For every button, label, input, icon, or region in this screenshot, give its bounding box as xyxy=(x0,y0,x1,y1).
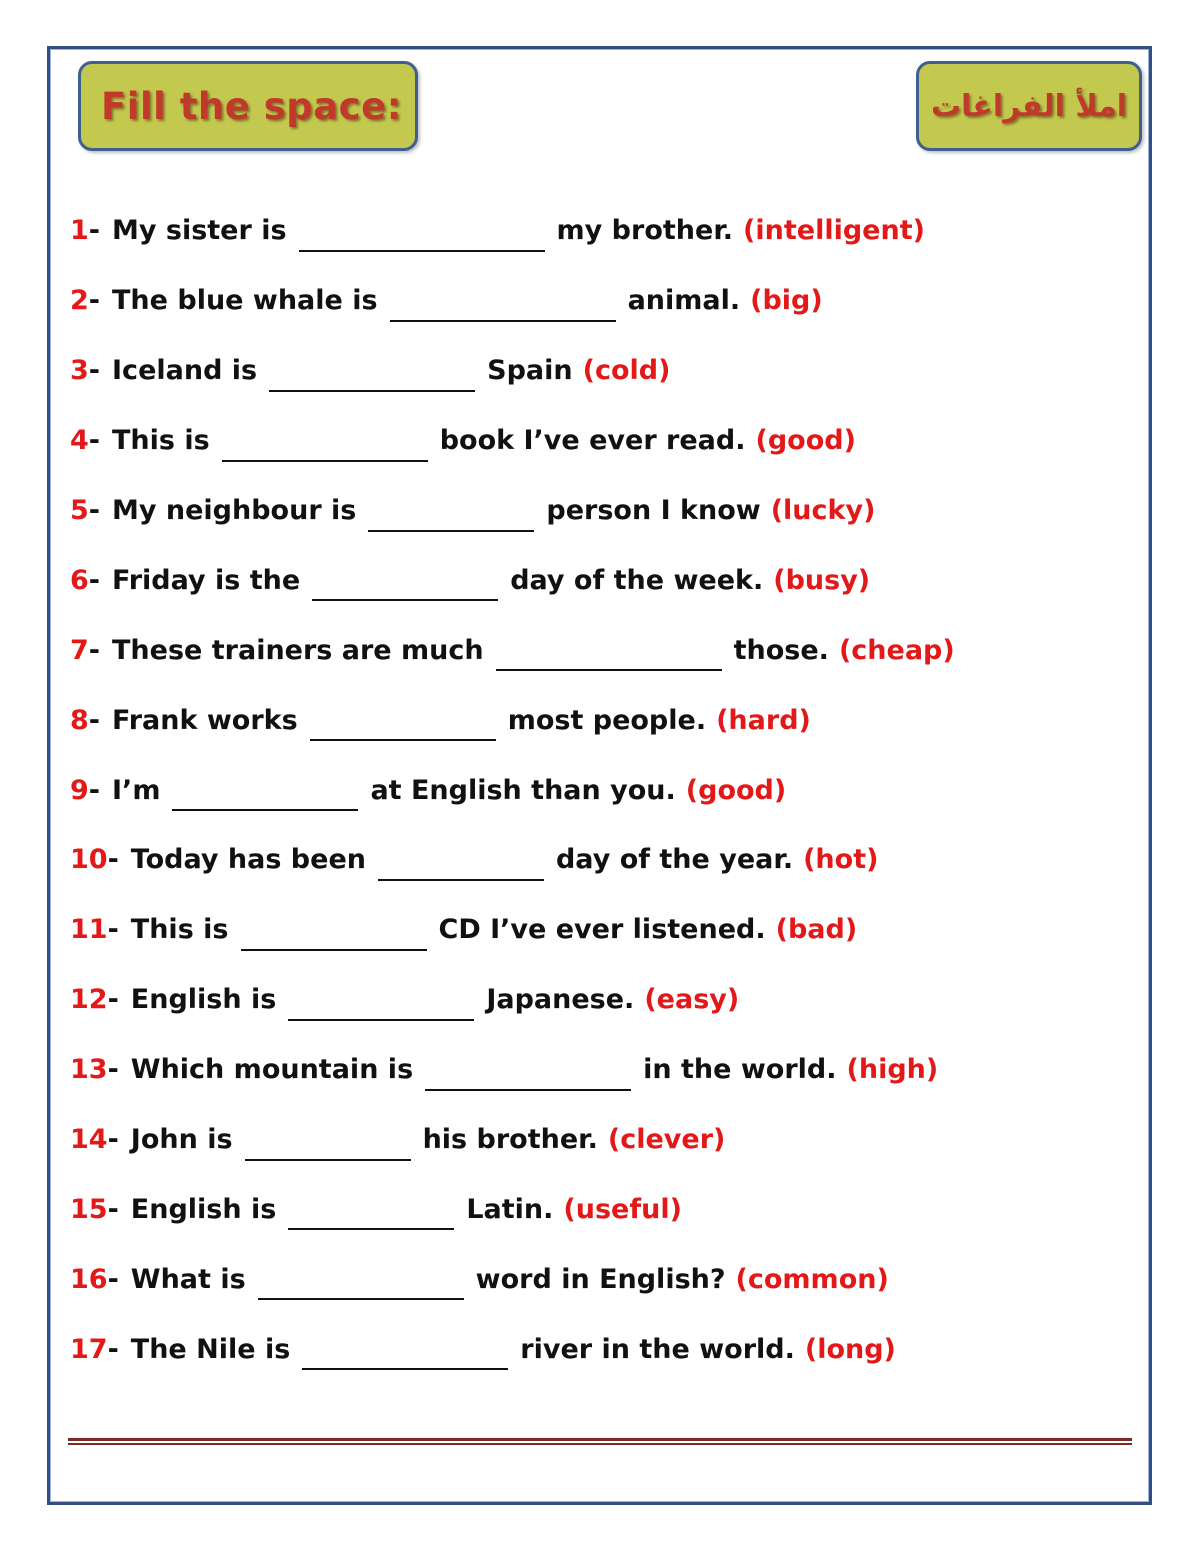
question-dash: - xyxy=(88,704,101,736)
question-text-after: day of the year. xyxy=(555,844,794,876)
question-text-after: word in English? xyxy=(475,1263,726,1295)
question-item xyxy=(70,965,1130,1035)
question-text-after: at English than you. xyxy=(370,774,676,806)
title-english: Fill the space: xyxy=(101,84,403,128)
answer-blank[interactable] xyxy=(302,1340,508,1370)
question-dash: - xyxy=(107,1054,119,1086)
question-hint: (clever) xyxy=(607,1124,726,1156)
answer-blank[interactable] xyxy=(496,641,722,671)
question-dash: - xyxy=(88,285,101,317)
question-number: 13 xyxy=(70,1054,108,1086)
answer-blank[interactable] xyxy=(425,1061,631,1091)
question-text-after: animal. xyxy=(627,285,741,317)
question-text-before: This is xyxy=(130,914,229,946)
question-number: 7 xyxy=(70,634,89,666)
question-item xyxy=(70,266,1130,336)
question-number: 1 xyxy=(70,215,89,247)
title-box-arabic xyxy=(916,61,1142,151)
question-number: 5 xyxy=(70,495,89,526)
answer-blank[interactable] xyxy=(390,292,616,322)
answer-blank[interactable] xyxy=(245,1131,411,1161)
question-number: 4 xyxy=(70,425,89,457)
question-text-after: day of the week. xyxy=(510,564,764,596)
question-item xyxy=(70,1105,1130,1175)
question-text-after: my brother. xyxy=(556,215,734,247)
question-hint: (busy) xyxy=(773,564,871,596)
question-item xyxy=(70,755,1130,825)
question-dash: - xyxy=(88,564,101,596)
question-text-before: This is xyxy=(112,425,210,457)
question-text-after: Latin. xyxy=(466,1193,554,1225)
question-item xyxy=(70,1035,1130,1105)
question-item xyxy=(70,1174,1130,1244)
question-text-before: What is xyxy=(130,1263,246,1295)
question-item xyxy=(70,1244,1130,1314)
question-hint: (hot) xyxy=(803,844,879,876)
question-text-after: those. xyxy=(733,634,829,666)
question-item xyxy=(70,336,1130,406)
question-text-before: I’m xyxy=(112,774,161,806)
answer-blank[interactable] xyxy=(312,571,498,601)
question-item xyxy=(70,825,1130,895)
question-text-before: My neighbour is xyxy=(112,495,357,526)
answer-blank[interactable] xyxy=(378,851,544,881)
answer-blank[interactable] xyxy=(241,921,427,951)
question-text-before: The blue whale is xyxy=(112,285,378,317)
question-item xyxy=(70,545,1130,615)
question-hint: (bad) xyxy=(775,914,858,946)
question-hint: (useful) xyxy=(563,1193,682,1225)
title-box-english xyxy=(78,61,418,151)
question-dash: - xyxy=(88,425,101,457)
question-hint: (easy) xyxy=(644,984,740,1016)
question-number: 6 xyxy=(70,564,89,596)
question-item xyxy=(70,615,1130,685)
answer-blank[interactable] xyxy=(288,991,474,1021)
answer-blank[interactable] xyxy=(299,222,545,252)
question-text-before: John is xyxy=(130,1124,233,1156)
question-number: 12 xyxy=(70,984,108,1016)
question-hint: (cold) xyxy=(582,355,671,387)
question-number: 14 xyxy=(70,1124,108,1156)
question-text-after: CD I’ve ever listened. xyxy=(438,914,766,946)
question-text-before: Frank works xyxy=(112,704,298,736)
answer-blank[interactable] xyxy=(368,502,534,532)
answer-blank[interactable] xyxy=(269,362,475,392)
question-text-before: These trainers are much xyxy=(112,634,484,666)
question-text-after: river in the world. xyxy=(520,1333,795,1365)
question-item xyxy=(70,685,1130,755)
question-number: 9 xyxy=(70,774,89,806)
question-number: 2 xyxy=(70,285,89,317)
question-dash: - xyxy=(88,495,101,526)
answer-blank[interactable] xyxy=(310,711,496,741)
question-item xyxy=(70,196,1130,266)
question-dash: - xyxy=(107,1124,119,1156)
question-item xyxy=(70,476,1130,546)
question-hint: (common) xyxy=(735,1263,889,1295)
question-text-after: Japanese. xyxy=(486,984,635,1016)
question-item xyxy=(70,1314,1130,1384)
question-hint: (lucky) xyxy=(770,495,876,526)
question-hint: (intelligent) xyxy=(743,215,925,247)
question-text-after: in the world. xyxy=(643,1054,837,1086)
question-number: 8 xyxy=(70,704,89,736)
question-text-after: person I know xyxy=(546,495,761,526)
question-text-before: English is xyxy=(130,1193,277,1225)
question-text-after: his brother. xyxy=(422,1124,598,1156)
question-item xyxy=(70,895,1130,965)
question-number: 17 xyxy=(70,1333,108,1365)
question-hint: (hard) xyxy=(716,704,811,736)
question-dash: - xyxy=(107,984,119,1016)
question-hint: (cheap) xyxy=(838,634,955,666)
question-dash: - xyxy=(88,634,101,666)
question-dash: - xyxy=(107,1333,119,1365)
question-text-after: most people. xyxy=(507,704,707,736)
title-arabic: املأ الفراغات xyxy=(930,88,1128,124)
answer-blank[interactable] xyxy=(288,1200,454,1230)
question-list xyxy=(70,196,1130,1384)
question-number: 16 xyxy=(70,1263,108,1295)
question-dash: - xyxy=(88,215,101,247)
question-text-after: book I’ve ever read. xyxy=(439,425,746,457)
question-dash: - xyxy=(107,1263,119,1295)
question-text-after: Spain xyxy=(487,355,573,387)
question-number: 10 xyxy=(70,844,108,876)
question-hint: (high) xyxy=(846,1054,939,1086)
question-dash: - xyxy=(107,1193,119,1225)
question-dash: - xyxy=(107,844,119,876)
question-dash: - xyxy=(88,774,101,806)
question-number: 11 xyxy=(70,914,108,946)
question-hint: (good) xyxy=(685,774,787,806)
question-dash: - xyxy=(88,355,101,387)
question-text-before: Friday is the xyxy=(112,564,301,596)
question-text-before: Which mountain is xyxy=(130,1054,414,1086)
question-item xyxy=(70,406,1130,476)
question-text-before: Iceland is xyxy=(112,355,258,387)
question-hint: (long) xyxy=(804,1333,896,1365)
question-text-before: English is xyxy=(130,984,277,1016)
question-number: 3 xyxy=(70,355,89,387)
question-text-before: The Nile is xyxy=(130,1333,291,1365)
question-dash: - xyxy=(107,914,119,946)
question-text-before: Today has been xyxy=(130,844,366,876)
question-hint: (good) xyxy=(755,425,856,457)
answer-blank[interactable] xyxy=(172,781,358,811)
question-text-before: My sister is xyxy=(112,215,287,247)
footer-divider xyxy=(68,1438,1132,1445)
answer-blank[interactable] xyxy=(222,432,428,462)
question-number: 15 xyxy=(70,1193,108,1225)
answer-blank[interactable] xyxy=(258,1270,464,1300)
question-hint: (big) xyxy=(750,285,823,317)
